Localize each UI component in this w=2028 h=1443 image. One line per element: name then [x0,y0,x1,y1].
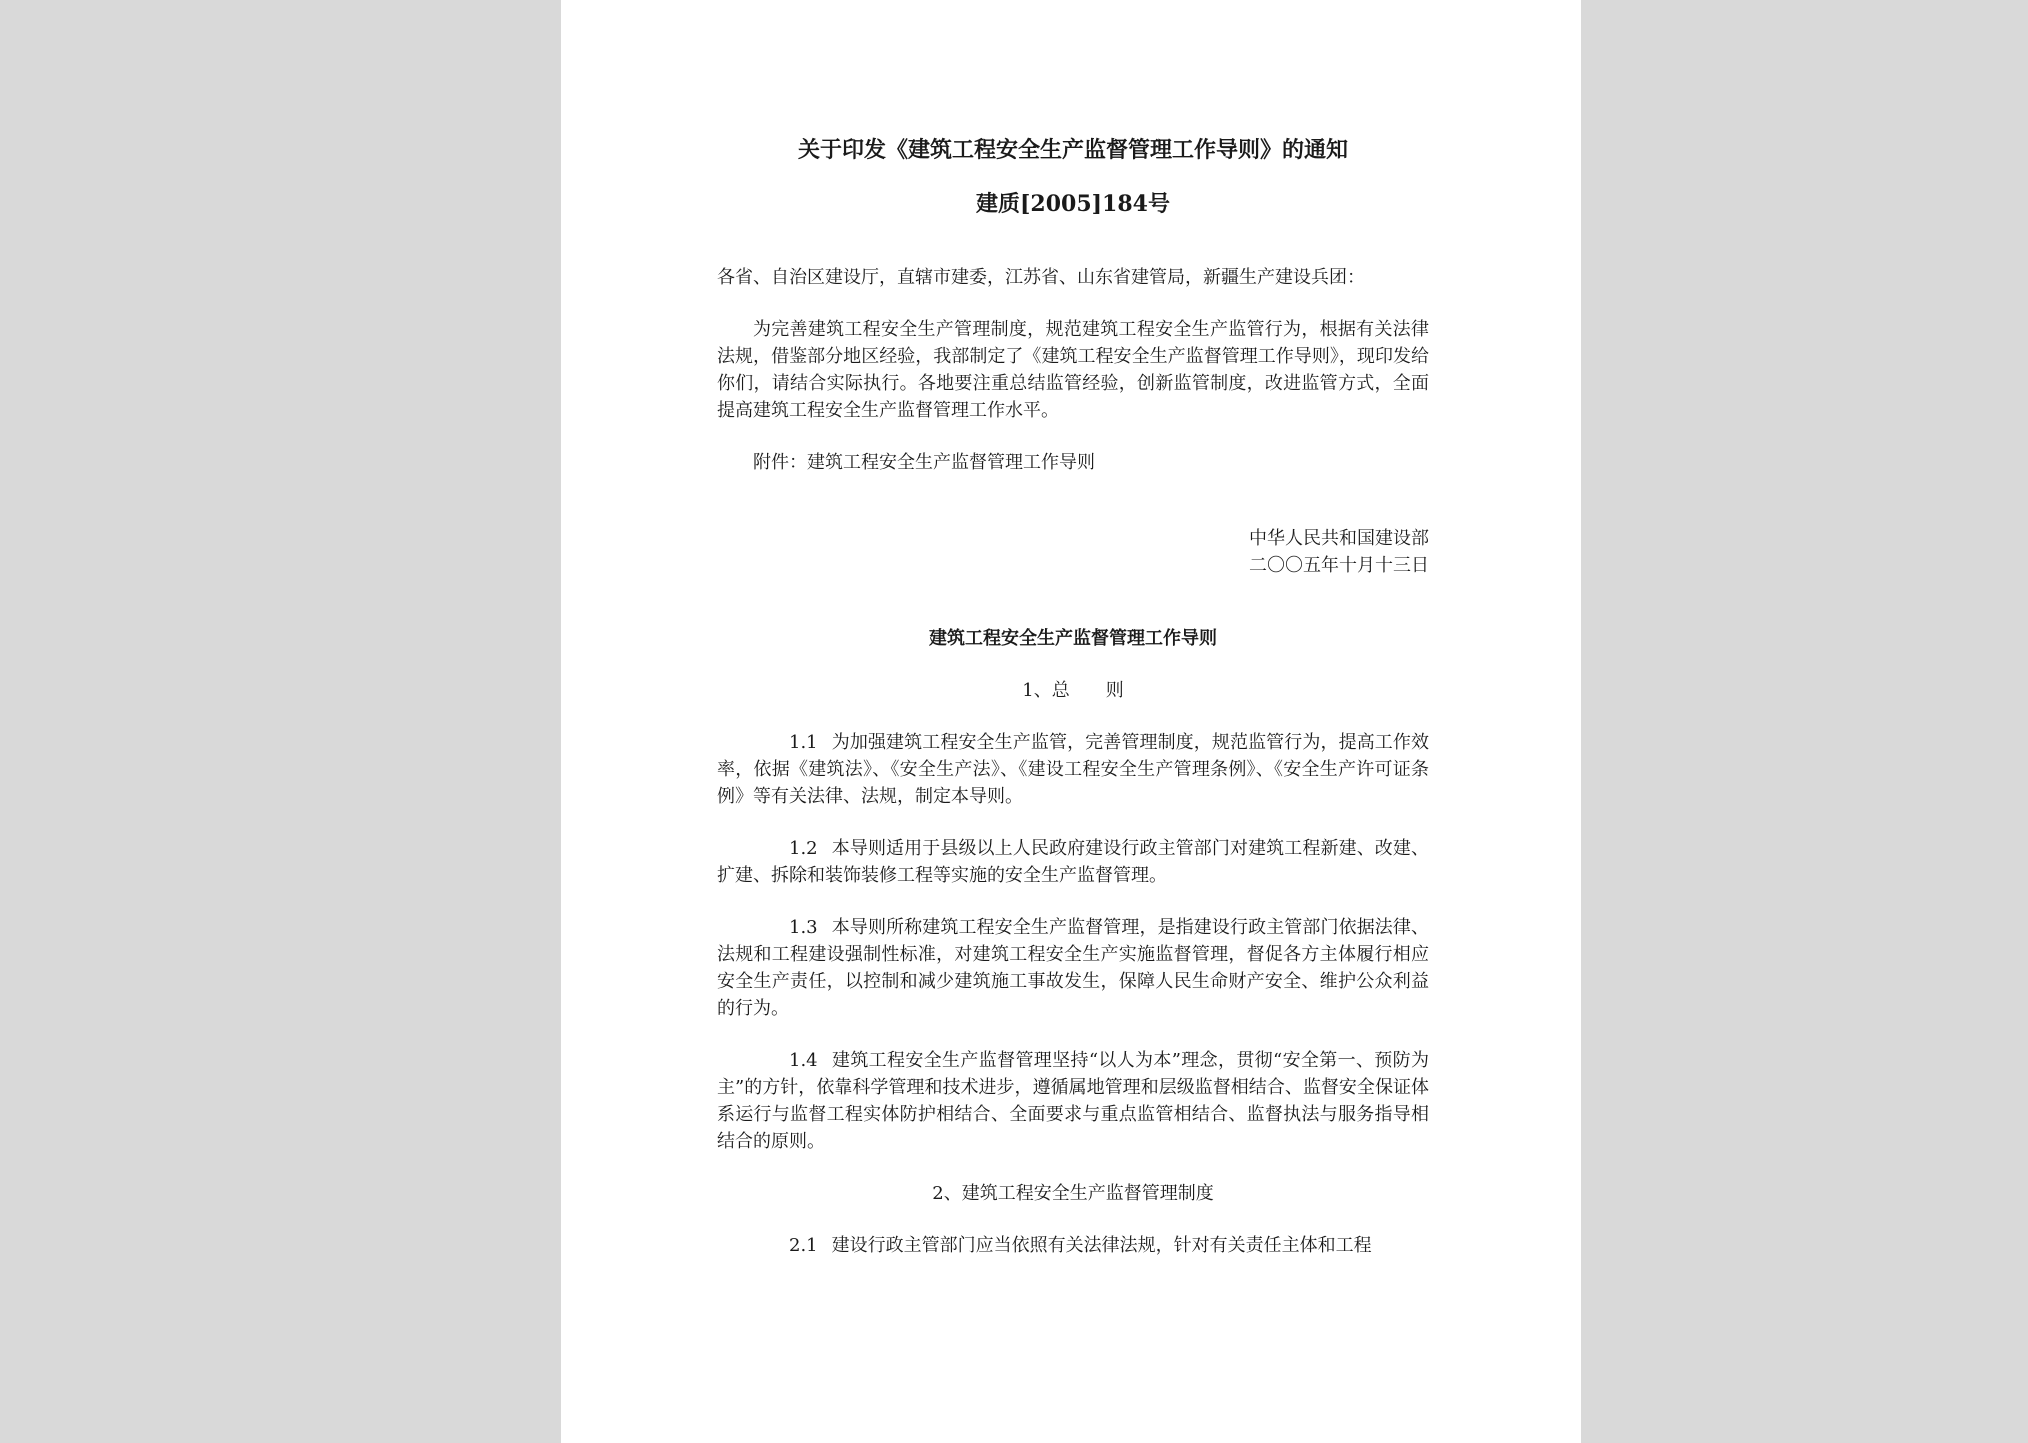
issue-date: 二〇〇五年十月十三日 [1249,555,1429,576]
salutation: 各省、自治区建设厅，直辖市建委，江苏省、山东省建管局，新疆生产建设兵团： [717,267,1365,288]
intro-paragraph: 为完善建筑工程安全生产管理制度，规范建筑工程安全生产监管行为，根据有关法律法规，借鉴部分地区经验，我部制定了《建筑工程安全生产监督管理工作导则》，现印发给你们，请结合实际执行。各地要注重总结监管经验，创新监管制度，改进监管方式，全面提高建筑工程安全生产监督管理工作水平。 [717,319,1429,421]
clause-text: 本导则适用于县级以上人民政府建设行政主管部门对建筑工程新建、改建、扩建、拆除和装饰装修工程等实施的安全生产监督管理。 [717,838,1429,886]
clause-text: 本导则所称建筑工程安全生产监督管理，是指建设行政主管部门依据法律、法规和工程建设强制性标准，对建筑工程安全生产实施监督管理，督促各方主体履行相应安全生产责任，以控制和减少建筑施工事故发生，保障人民生命财产安全、维护公众利益的行为。 [717,917,1429,1019]
clause-paragraph [717,729,1429,810]
clause-number: 1.3 [789,917,818,938]
clause-text: 建筑工程安全生产监督管理坚持“以人为本”理念，贯彻“安全第一、预防为主”的方针，依靠科学管理和技术进步，遵循属地管理和层级监督相结合、监督安全保证体系运行与监督工程实体防护相结合、全面要求与重点监管相结合、监督执法与服务指导相结合的原则。 [717,1050,1429,1152]
clause-paragraph [717,1232,1429,1259]
clause-paragraph [717,1047,1429,1155]
clause-text: 为加强建筑工程安全生产监管，完善管理制度，规范监管行为，提高工作效率，依据《建筑法》、《安全生产法》、《建设工程安全生产管理条例》、《安全生产许可证条例》等有关法律、法规，制定本导则。 [717,732,1429,807]
clause-number: 1.1 [789,732,818,753]
document-title: 关于印发《建筑工程安全生产监督管理工作导则》的通知 [797,137,1348,163]
clause-paragraph [717,914,1429,1022]
clause-text: 建设行政主管部门应当依照有关法律法规，针对有关责任主体和工程 [831,1235,1372,1256]
clause-number: 1.2 [789,838,818,859]
attachment-line: 附件：建筑工程安全生产监督管理工作导则 [753,452,1095,473]
signature-block [717,525,1429,579]
clause-number: 2.1 [789,1235,818,1256]
document-number: 建质[2005]184号 [976,191,1170,217]
document-page [561,0,1581,1443]
chapter-heading: 1、总 则 [1022,680,1124,701]
clause-paragraph [717,835,1429,889]
document-content [717,132,1429,1259]
issuer-name: 中华人民共和国建设部 [1249,528,1429,549]
guide-title: 建筑工程安全生产监督管理工作导则 [929,628,1217,649]
clause-number: 1.4 [789,1050,818,1071]
chapter-heading: 2、建筑工程安全生产监督管理制度 [932,1183,1214,1204]
